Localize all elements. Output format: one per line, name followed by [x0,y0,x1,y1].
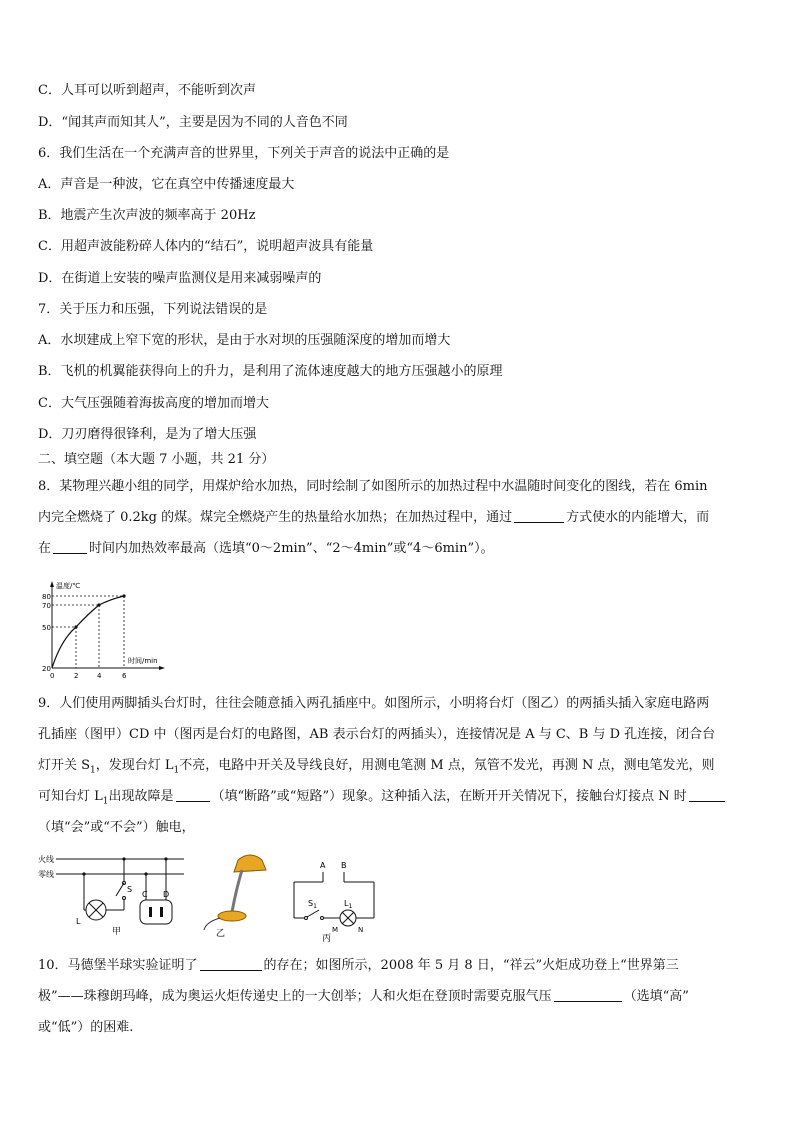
option-7b: B．飞机的机翼能获得向上的升力，是利用了流体速度越大的地方压强越小的原理 [38,364,503,379]
question-9-line5: （填“会”或“不会”）触电， [38,820,195,835]
answer-blank-9a[interactable] [176,789,210,802]
answer-blank-8b[interactable] [53,541,87,554]
question-6: 6．我们生活在一个充满声音的世界里，下列关于声音的说法中正确的是 [38,146,450,161]
socket-d-label: D [163,890,170,899]
option-6b: B．地震产生次声波的频率高于 20Hz [38,208,256,223]
figure-bing-lamp-circuit [294,861,374,944]
lamp-l-label: L [76,917,81,926]
lamp-arm-icon [232,870,242,912]
y-tick-50: 50 [42,624,51,632]
question-10-line1: 10．马德堡半球实验证明了 的存在；如图所示，2008 年 5 月 8 日，“祥云”火炬成功登上“世界第三 [38,958,679,973]
y-axis-arrow [50,581,54,587]
section-heading: 二、填空题（本大题 7 小题，共 21 分） [38,452,275,467]
figure-yi-desk-lamp [204,855,266,939]
option-6c: C．用超声波能粉碎人体内的“结石”，说明超声波具有能量 [38,239,374,254]
option-6a: A．声音是一种波，它在真空中传播速度最大 [38,177,295,192]
curve-point-2 [74,625,77,628]
question-9-line1: 9．人们使用两脚插头台灯时，往往会随意插入两孔插座中。如图所示，小明将台灯（图乙）的两插头插入家庭电路两 [38,696,710,711]
switch-s-icon [116,883,124,896]
lamp-base-icon [218,911,246,921]
option-7c: C．大气压强随着海拔高度的增加而增大 [38,396,269,411]
question-8-line3: 在 时间内加热效率最高（选填“0～2min”、“2～4min”或“4～6min”）。 [38,541,494,556]
socket-icon [140,900,172,924]
lamp-l1-label: $L_1$ [344,899,353,910]
x-tick-4: 4 [97,672,102,680]
option-6d: D．在街道上安装的噪声监测仪是用来减弱噪声的 [38,271,322,286]
answer-blank-10a[interactable] [200,958,262,971]
question-10-line2: 极”——珠穆朗玛峰，成为奥运火炬传递史上的一大创举；人和火炬在登顶时需要克服气压 （选填“高” [38,989,689,1004]
figure-bing-caption: 丙 [322,934,332,944]
curve-point-4 [97,603,100,606]
x-tick-2: 2 [74,672,79,680]
neutral-wire-label: 零线 [38,870,54,879]
live-wire-label: 火线 [38,855,54,864]
socket-c-label: C [142,890,148,899]
figure-jia-caption: 甲 [112,927,122,937]
figure-yi-caption: 乙 [216,929,226,939]
x-axis-arrow [159,666,165,670]
question-8-line1: 8．某物理兴趣小组的同学，用煤炉给水加热，同时绘制了如图所示的加热过程中水温随时间变化的图线，若在 6min [38,479,708,494]
temperature-time-graph [36,578,166,680]
answer-blank-10b[interactable] [554,989,622,1002]
y-tick-80: 80 [42,593,51,601]
point-m-label: M [332,926,339,934]
option-7a: A．水坝建成上窄下宽的形状，是由于水对坝的压强随深度的增加而增大 [38,333,451,348]
circuit-figures [36,850,376,942]
point-n-label: N [358,926,364,934]
switch-s-label: S [127,885,133,894]
y-tick-70: 70 [42,602,51,610]
switch-s1-label: $S_1$ [308,899,317,910]
x-axis-label: 时间/min [128,657,158,665]
option-5c: C．人耳可以听到超声，不能听到次声 [38,83,256,98]
figure-jia-home-circuit [38,854,184,937]
answer-blank-9b[interactable] [689,789,725,802]
answer-blank-8a[interactable] [514,510,564,523]
question-8-line2: 内完全燃烧了 0.2kg 的煤。煤完全燃烧产生的热量给水加热；在加热过程中，通过 方式使水的内能增大，而 [38,510,710,525]
plug-b-label: B [341,861,347,870]
question-9-line4: 可知台灯 $L_1$出现故障是 （填“断路”或“短路”）现象。这种插入法，在断开开关情况下，接触台灯接点 N 时 [38,788,727,811]
switch-s1-icon [307,910,319,917]
curve-point-6 [122,594,125,597]
x-tick-0: 0 [50,672,55,680]
temperature-curve [52,596,124,668]
question-9-line2: 孔插座（图甲）CD 中（图丙是台灯的电路图，AB 表示台灯的两插头），连接情况是 A 与 C、B 与 D 孔连接，闭合台 [38,727,716,742]
question-10-line3: 或“低”）的困难. [38,1020,134,1035]
switch-contact [321,917,324,920]
y-tick-20: 20 [42,665,51,673]
option-7d: D．刀刃磨得很锋利，是为了增大压强 [38,427,257,442]
question-9-line3: 灯开关 $S_1$，发现台灯 $L_1$不亮，电路中开关及导线良好，用测电笔测 M 点，氖管不发光，再测 N 点，测电笔发光，则 [38,758,715,776]
y-axis-label: 温度/℃ [56,582,81,590]
question-7: 7．关于压力和压强，下列说法错误的是 [38,302,268,317]
x-tick-6: 6 [122,672,127,680]
socket-hole [160,907,163,917]
socket-hole [149,907,152,917]
option-5d: D．“闻其声而知其人”，主要是因为不同的人音色不同 [38,115,348,130]
plug-a-label: A [320,861,326,870]
lamp-shade-icon [234,855,266,872]
